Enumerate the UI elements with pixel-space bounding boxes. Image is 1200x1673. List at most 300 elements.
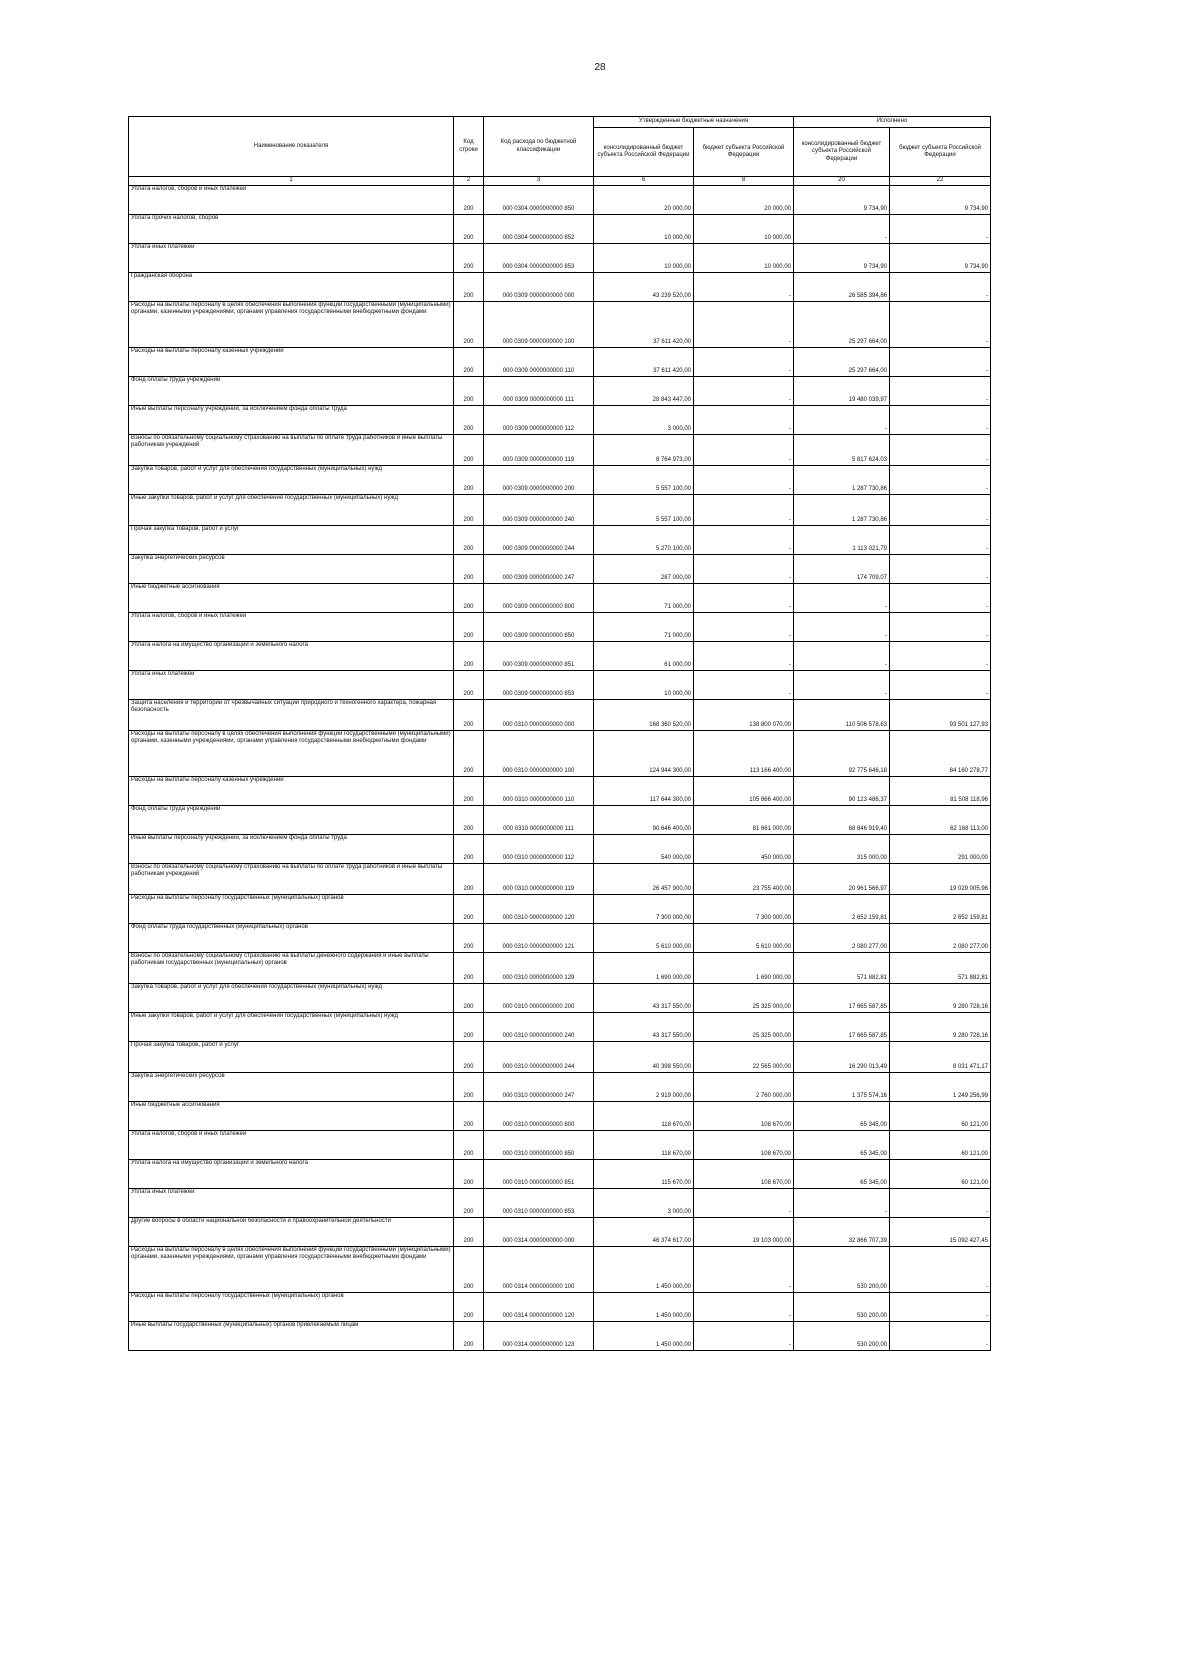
row-approved-subject: -	[694, 1188, 794, 1217]
row-classification-code: 000 0314 0000000000 100	[484, 1246, 594, 1292]
row-executed-subject: 84 160 278,77	[890, 730, 991, 776]
row-approved-consolidated: 10 000,00	[594, 670, 694, 699]
row-approved-subject: -	[694, 272, 794, 301]
row-executed-consolidated: 26 585 394,86	[794, 272, 890, 301]
row-approved-consolidated: 10 000,00	[594, 214, 694, 243]
row-executed-consolidated: 1 375 574,16	[794, 1072, 890, 1101]
row-executed-consolidated: 68 846 919,40	[794, 805, 890, 834]
row-executed-subject: -	[890, 214, 991, 243]
row-name: Закупка товаров, работ и услуг для обеспечения государственных (муниципальных) нужд	[129, 983, 454, 1012]
row-executed-subject: 60 121,00	[890, 1130, 991, 1159]
row-executed-consolidated: -	[794, 214, 890, 243]
row-approved-subject: -	[694, 434, 794, 465]
row-approved-subject: 10 000,00	[694, 214, 794, 243]
row-approved-consolidated: 1 690 000,00	[594, 952, 694, 983]
row-classification-code: 000 0309 0000000000 000	[484, 272, 594, 301]
table-row	[129, 612, 991, 641]
row-approved-consolidated: 118 670,00	[594, 1130, 694, 1159]
row-executed-subject: -	[890, 376, 991, 405]
row-executed-consolidated: -	[794, 641, 890, 670]
row-executed-consolidated: -	[794, 1188, 890, 1217]
row-executed-subject: -	[890, 301, 991, 347]
header-name: Наименование показателя	[129, 117, 454, 177]
row-line-code: 200	[454, 730, 484, 776]
row-name: Прочая закупка товаров, работ и услуг	[129, 1041, 454, 1072]
row-executed-subject: -	[890, 494, 991, 525]
header-approved-consolidated: консолидированный бюджет субъекта Российской Федерации	[594, 128, 694, 177]
row-line-code: 200	[454, 185, 484, 214]
row-line-code: 200	[454, 670, 484, 699]
row-approved-subject: -	[694, 376, 794, 405]
row-line-code: 200	[454, 1217, 484, 1246]
row-name: Иные выплаты государственных (муниципальных) органов привлекаемым лицам	[129, 1321, 454, 1350]
page-number: 28	[594, 62, 606, 73]
row-approved-subject: -	[694, 641, 794, 670]
table-row	[129, 894, 991, 923]
row-line-code: 200	[454, 1159, 484, 1188]
header-approved-subject: бюджет субъекта Российской Федерации	[694, 128, 794, 177]
row-line-code: 200	[454, 612, 484, 641]
row-approved-subject: 105 866 400,00	[694, 776, 794, 805]
row-classification-code: 000 0304 0000000000 852	[484, 214, 594, 243]
row-approved-consolidated: 43 239 520,00	[594, 272, 694, 301]
row-executed-consolidated: 16 290 013,49	[794, 1041, 890, 1072]
row-classification-code: 000 0310 0000000000 000	[484, 699, 594, 730]
table-body	[129, 185, 991, 1350]
row-name: Прочая закупка товаров, работ и услуг	[129, 525, 454, 554]
table-row	[129, 1217, 991, 1246]
row-executed-consolidated: 530 200,00	[794, 1292, 890, 1321]
row-executed-subject: 1 249 256,99	[890, 1072, 991, 1101]
row-executed-consolidated: 65 345,00	[794, 1130, 890, 1159]
row-approved-consolidated: 46 374 617,00	[594, 1217, 694, 1246]
row-approved-consolidated: 43 317 550,00	[594, 983, 694, 1012]
row-approved-consolidated: 71 000,00	[594, 583, 694, 612]
row-name: Взносы по обязательному социальному страхованию на выплаты денежного содержания и иные выплаты работникам государственных (муниципальных) органов	[129, 952, 454, 983]
row-classification-code: 000 0310 0000000000 240	[484, 1012, 594, 1041]
table-row	[129, 465, 991, 494]
row-approved-subject: -	[694, 670, 794, 699]
row-name: Уплата иных платежей	[129, 1188, 454, 1217]
row-executed-subject: 60 121,00	[890, 1101, 991, 1130]
row-classification-code: 000 0310 0000000000 200	[484, 983, 594, 1012]
row-classification-code: 000 0314 0000000000 123	[484, 1321, 594, 1350]
row-approved-subject: 25 325 000,00	[694, 1012, 794, 1041]
table-row	[129, 1041, 991, 1072]
row-approved-consolidated: 117 644 300,00	[594, 776, 694, 805]
row-name: Иные бюджетные ассигнования	[129, 1101, 454, 1130]
column-number-row	[129, 177, 991, 186]
row-executed-consolidated: 530 200,00	[794, 1321, 890, 1350]
row-classification-code: 000 0309 0000000000 200	[484, 465, 594, 494]
row-executed-consolidated: 25 297 664,00	[794, 301, 890, 347]
row-line-code: 200	[454, 1012, 484, 1041]
row-line-code: 200	[454, 863, 484, 894]
table-row	[129, 583, 991, 612]
header-executed-consolidated: консолидированный бюджет субъекта Российской Федерации	[794, 128, 890, 177]
row-classification-code: 000 0310 0000000000 100	[484, 730, 594, 776]
row-line-code: 200	[454, 1292, 484, 1321]
row-approved-subject: 25 325 000,00	[694, 983, 794, 1012]
row-executed-subject: 9 280 728,16	[890, 983, 991, 1012]
row-name: Другие вопросы в области национальной безопасности и правоохранительной деятельности	[129, 1217, 454, 1246]
row-executed-consolidated: 110 506 578,63	[794, 699, 890, 730]
row-approved-consolidated: 7 300 000,00	[594, 894, 694, 923]
row-line-code: 200	[454, 376, 484, 405]
row-name: Уплата налогов, сборов и иных платежей	[129, 185, 454, 214]
row-executed-subject: -	[890, 1188, 991, 1217]
row-classification-code: 000 0309 0000000000 244	[484, 525, 594, 554]
row-approved-consolidated: 287 000,00	[594, 554, 694, 583]
header-classification-code: Код расхода по бюджетной классификации	[484, 117, 594, 177]
row-approved-consolidated: 37 611 420,00	[594, 301, 694, 347]
row-line-code: 200	[454, 952, 484, 983]
row-approved-consolidated: 71 000,00	[594, 612, 694, 641]
row-line-code: 200	[454, 699, 484, 730]
table-row	[129, 983, 991, 1012]
row-executed-subject: -	[890, 1246, 991, 1292]
row-line-code: 200	[454, 347, 484, 376]
row-executed-consolidated: 9 734,90	[794, 185, 890, 214]
row-executed-consolidated: -	[794, 612, 890, 641]
row-approved-subject: -	[694, 347, 794, 376]
table-row	[129, 699, 991, 730]
row-executed-subject: -	[890, 525, 991, 554]
row-approved-subject: 108 670,00	[694, 1130, 794, 1159]
column-number: 3	[484, 177, 594, 186]
table-row	[129, 434, 991, 465]
row-approved-consolidated: 5 610 000,00	[594, 923, 694, 952]
row-name: Расходы на выплаты персоналу государственных (муниципальных) органов	[129, 894, 454, 923]
row-approved-consolidated: 43 317 550,00	[594, 1012, 694, 1041]
row-name: Иные выплаты персоналу учреждений, за исключением фонда оплаты труда	[129, 405, 454, 434]
row-name: Расходы на выплаты персоналу государственных (муниципальных) органов	[129, 1292, 454, 1321]
table-row	[129, 272, 991, 301]
table-row	[129, 347, 991, 376]
row-approved-subject: 2 760 000,00	[694, 1072, 794, 1101]
row-approved-consolidated: 5 557 100,00	[594, 465, 694, 494]
row-approved-subject: 138 800 070,00	[694, 699, 794, 730]
row-executed-subject: -	[890, 1321, 991, 1350]
header-executed-group: Исполнено	[794, 117, 991, 128]
row-approved-consolidated: 40 398 550,00	[594, 1041, 694, 1072]
row-classification-code: 000 0309 0000000000 100	[484, 301, 594, 347]
row-approved-subject: 1 690 000,00	[694, 952, 794, 983]
row-name: Закупка энергетических ресурсов	[129, 1072, 454, 1101]
row-classification-code: 000 0309 0000000000 853	[484, 670, 594, 699]
table-row	[129, 1101, 991, 1130]
row-executed-consolidated: 65 345,00	[794, 1101, 890, 1130]
column-number: 6	[594, 177, 694, 186]
row-executed-consolidated: 1 113 021,79	[794, 525, 890, 554]
row-executed-consolidated: 315 000,00	[794, 834, 890, 863]
row-name: Иные выплаты персоналу учреждений, за исключением фонда оплаты труда	[129, 834, 454, 863]
row-line-code: 200	[454, 1246, 484, 1292]
row-line-code: 200	[454, 405, 484, 434]
row-name: Взносы по обязательному социальному страхованию на выплаты по оплате труда работников и иные выплаты работникам учреждений	[129, 863, 454, 894]
row-approved-consolidated: 90 646 400,00	[594, 805, 694, 834]
table-row	[129, 805, 991, 834]
row-executed-consolidated: 530 200,00	[794, 1246, 890, 1292]
row-classification-code: 000 0310 0000000000 851	[484, 1159, 594, 1188]
row-executed-consolidated: 571 882,81	[794, 952, 890, 983]
row-approved-consolidated: 118 670,00	[594, 1101, 694, 1130]
row-approved-subject: 108 670,00	[694, 1159, 794, 1188]
row-name: Уплата налога на имущество организаций и земельного налога	[129, 641, 454, 670]
table-row	[129, 214, 991, 243]
row-approved-consolidated: 5 270 100,00	[594, 525, 694, 554]
row-executed-subject: 291 000,00	[890, 834, 991, 863]
row-classification-code: 000 0309 0000000000 110	[484, 347, 594, 376]
row-executed-subject: 8 031 471,17	[890, 1041, 991, 1072]
row-executed-subject: 93 501 127,93	[890, 699, 991, 730]
row-executed-subject: -	[890, 583, 991, 612]
row-executed-consolidated: -	[794, 670, 890, 699]
header-row-code: Код строки	[454, 117, 484, 177]
row-executed-subject: 571 882,81	[890, 952, 991, 983]
table-row	[129, 301, 991, 347]
table-row	[129, 1246, 991, 1292]
table-row	[129, 185, 991, 214]
row-name: Гражданская оборона	[129, 272, 454, 301]
row-line-code: 200	[454, 214, 484, 243]
row-classification-code: 000 0310 0000000000 121	[484, 923, 594, 952]
row-executed-consolidated: 19 480 039,97	[794, 376, 890, 405]
row-line-code: 200	[454, 983, 484, 1012]
row-classification-code: 000 0309 0000000000 247	[484, 554, 594, 583]
row-classification-code: 000 0310 0000000000 247	[484, 1072, 594, 1101]
row-approved-subject: 450 000,00	[694, 834, 794, 863]
row-line-code: 200	[454, 923, 484, 952]
row-approved-subject: -	[694, 525, 794, 554]
row-approved-consolidated: 115 670,00	[594, 1159, 694, 1188]
row-approved-consolidated: 3 000,00	[594, 1188, 694, 1217]
row-line-code: 200	[454, 301, 484, 347]
row-approved-subject: -	[694, 1321, 794, 1350]
row-approved-subject: 7 300 000,00	[694, 894, 794, 923]
row-line-code: 200	[454, 583, 484, 612]
row-executed-consolidated: -	[794, 583, 890, 612]
row-classification-code: 000 0310 0000000000 244	[484, 1041, 594, 1072]
row-name: Уплата налогов, сборов и иных платежей	[129, 1130, 454, 1159]
row-name: Фонд оплаты труда учреждений	[129, 376, 454, 405]
row-name: Иные закупки товаров, работ и услуг для обеспечения государственных (муниципальных) нужд	[129, 1012, 454, 1041]
row-executed-subject: -	[890, 405, 991, 434]
row-executed-subject: 9 734,90	[890, 243, 991, 272]
row-executed-subject: 60 121,00	[890, 1159, 991, 1188]
row-name: Уплата прочих налогов, сборов	[129, 214, 454, 243]
row-approved-consolidated: 5 557 100,00	[594, 494, 694, 525]
row-approved-consolidated: 540 000,00	[594, 834, 694, 863]
row-name: Взносы по обязательному социальному страхованию на выплаты по оплате труда работников и иные выплаты работникам учреждений	[129, 434, 454, 465]
row-approved-consolidated: 1 450 000,00	[594, 1292, 694, 1321]
row-approved-subject: 19 103 000,00	[694, 1217, 794, 1246]
row-line-code: 200	[454, 434, 484, 465]
row-approved-subject: 113 166 400,00	[694, 730, 794, 776]
row-approved-subject: -	[694, 1246, 794, 1292]
row-approved-subject: 22 565 000,00	[694, 1041, 794, 1072]
row-executed-consolidated: 17 665 587,85	[794, 1012, 890, 1041]
row-line-code: 200	[454, 494, 484, 525]
row-classification-code: 000 0310 0000000000 800	[484, 1101, 594, 1130]
row-line-code: 200	[454, 1130, 484, 1159]
row-classification-code: 000 0310 0000000000 129	[484, 952, 594, 983]
row-executed-consolidated: 2 080 277,00	[794, 923, 890, 952]
row-approved-subject: -	[694, 301, 794, 347]
row-classification-code: 000 0310 0000000000 111	[484, 805, 594, 834]
row-approved-consolidated: 61 000,00	[594, 641, 694, 670]
row-executed-subject: -	[890, 347, 991, 376]
row-executed-subject: 62 168 113,00	[890, 805, 991, 834]
header-executed-subject: бюджет субъекта Российской Федерации	[890, 128, 991, 177]
row-approved-subject: 108 670,00	[694, 1101, 794, 1130]
row-approved-consolidated: 1 450 000,00	[594, 1321, 694, 1350]
row-executed-subject: 2 652 159,81	[890, 894, 991, 923]
row-executed-subject: -	[890, 641, 991, 670]
row-executed-consolidated: 32 866 707,39	[794, 1217, 890, 1246]
row-approved-consolidated: 37 611 420,00	[594, 347, 694, 376]
row-executed-subject: 15 092 427,45	[890, 1217, 991, 1246]
row-executed-consolidated: 174 709,07	[794, 554, 890, 583]
row-classification-code: 000 0310 0000000000 110	[484, 776, 594, 805]
row-approved-consolidated: 124 944 300,00	[594, 730, 694, 776]
row-line-code: 200	[454, 243, 484, 272]
table-row	[129, 952, 991, 983]
table-row	[129, 730, 991, 776]
row-line-code: 200	[454, 1188, 484, 1217]
table-row	[129, 1292, 991, 1321]
row-approved-consolidated: 1 450 000,00	[594, 1246, 694, 1292]
row-approved-subject: -	[694, 405, 794, 434]
row-executed-subject: -	[890, 554, 991, 583]
row-line-code: 200	[454, 1041, 484, 1072]
table-row	[129, 834, 991, 863]
row-executed-consolidated: 20 961 566,97	[794, 863, 890, 894]
table-row	[129, 1012, 991, 1041]
row-executed-consolidated: 92 775 646,18	[794, 730, 890, 776]
row-line-code: 200	[454, 1321, 484, 1350]
row-approved-subject: -	[694, 465, 794, 494]
row-line-code: 200	[454, 834, 484, 863]
table-row	[129, 1130, 991, 1159]
row-name: Фонд оплаты труда учреждений	[129, 805, 454, 834]
row-line-code: 200	[454, 894, 484, 923]
row-name: Уплата иных платежей	[129, 243, 454, 272]
row-classification-code: 000 0309 0000000000 240	[484, 494, 594, 525]
row-approved-subject: 20 000,00	[694, 185, 794, 214]
row-approved-subject: -	[694, 554, 794, 583]
table-row	[129, 1188, 991, 1217]
row-line-code: 200	[454, 1072, 484, 1101]
row-classification-code: 000 0309 0000000000 112	[484, 405, 594, 434]
row-executed-consolidated: 90 123 486,37	[794, 776, 890, 805]
table-row	[129, 1159, 991, 1188]
column-number: 1	[129, 177, 454, 186]
table-row	[129, 554, 991, 583]
row-name: Расходы на выплаты персоналу казенных учреждений	[129, 347, 454, 376]
row-approved-consolidated: 3 000,00	[594, 405, 694, 434]
row-name: Защита населения и территории от чрезвычайных ситуаций природного и техногенного характера, пожарная безопасность	[129, 699, 454, 730]
row-approved-consolidated: 8 764 973,00	[594, 434, 694, 465]
row-classification-code: 000 0310 0000000000 120	[484, 894, 594, 923]
column-number: 8	[694, 177, 794, 186]
row-classification-code: 000 0304 0000000000 850	[484, 185, 594, 214]
row-line-code: 200	[454, 554, 484, 583]
row-line-code: 200	[454, 776, 484, 805]
row-executed-consolidated: 5 817 624,03	[794, 434, 890, 465]
row-name: Фонд оплаты труда государственных (муниципальных) органов	[129, 923, 454, 952]
row-classification-code: 000 0310 0000000000 119	[484, 863, 594, 894]
row-name: Расходы на выплаты персоналу в целях обеспечения выполнения функций государственными (муниципальными) органами, казенными учреждениями, органами управления государственными внебюджетными фондами	[129, 730, 454, 776]
row-classification-code: 000 0309 0000000000 800	[484, 583, 594, 612]
table-row	[129, 1321, 991, 1350]
row-name: Иные бюджетные ассигнования	[129, 583, 454, 612]
row-classification-code: 000 0314 0000000000 120	[484, 1292, 594, 1321]
row-name: Расходы на выплаты персоналу в целях обеспечения выполнения функций государственными (муниципальными) органами, казенными учреждениями, органами управления государственными внебюджетными фондами	[129, 1246, 454, 1292]
row-approved-subject: 81 661 000,00	[694, 805, 794, 834]
row-line-code: 200	[454, 641, 484, 670]
row-classification-code: 000 0309 0000000000 111	[484, 376, 594, 405]
row-name: Расходы на выплаты персоналу в целях обеспечения выполнения функций государственными (муниципальными) органами, казенными учреждениями, органами управления государственными внебюджетными фондами	[129, 301, 454, 347]
row-approved-consolidated: 10 000,00	[594, 243, 694, 272]
header-approved-group: Утвержденные бюджетные назначения	[594, 117, 794, 128]
row-approved-subject: 23 755 400,00	[694, 863, 794, 894]
row-name: Уплата налога на имущество организаций и земельного налога	[129, 1159, 454, 1188]
row-approved-consolidated: 168 360 520,00	[594, 699, 694, 730]
row-approved-subject: 10 000,00	[694, 243, 794, 272]
table-row	[129, 494, 991, 525]
row-executed-subject: -	[890, 670, 991, 699]
row-executed-consolidated: 17 665 587,85	[794, 983, 890, 1012]
table-row	[129, 405, 991, 434]
row-executed-consolidated: 65 345,00	[794, 1159, 890, 1188]
row-executed-subject: -	[890, 465, 991, 494]
row-executed-consolidated: 9 734,90	[794, 243, 890, 272]
row-classification-code: 000 0309 0000000000 850	[484, 612, 594, 641]
row-classification-code: 000 0310 0000000000 112	[484, 834, 594, 863]
row-classification-code: 000 0310 0000000000 850	[484, 1130, 594, 1159]
row-executed-consolidated: 2 652 159,81	[794, 894, 890, 923]
row-approved-consolidated: 20 000,00	[594, 185, 694, 214]
row-executed-subject: -	[890, 434, 991, 465]
row-executed-consolidated: 1 287 730,86	[794, 494, 890, 525]
row-classification-code: 000 0309 0000000000 851	[484, 641, 594, 670]
row-executed-subject: -	[890, 272, 991, 301]
table-row	[129, 641, 991, 670]
row-classification-code: 000 0314 0000000000 000	[484, 1217, 594, 1246]
row-line-code: 200	[454, 525, 484, 554]
row-classification-code: 000 0304 0000000000 853	[484, 243, 594, 272]
row-executed-subject: -	[890, 612, 991, 641]
row-executed-subject: -	[890, 1292, 991, 1321]
row-executed-subject: 81 508 118,96	[890, 776, 991, 805]
row-approved-subject: -	[694, 1292, 794, 1321]
table-row	[129, 776, 991, 805]
row-line-code: 200	[454, 272, 484, 301]
row-executed-consolidated: 25 297 664,00	[794, 347, 890, 376]
budget-execution-table	[128, 116, 991, 1351]
table-row	[129, 670, 991, 699]
row-name: Уплата налогов, сборов и иных платежей	[129, 612, 454, 641]
row-name: Уплата иных платежей	[129, 670, 454, 699]
column-number: 20	[794, 177, 890, 186]
row-line-code: 200	[454, 805, 484, 834]
row-executed-consolidated: -	[794, 405, 890, 434]
table-row	[129, 1072, 991, 1101]
table-row	[129, 923, 991, 952]
row-executed-subject: 9 280 728,16	[890, 1012, 991, 1041]
row-executed-subject: 2 080 277,00	[890, 923, 991, 952]
